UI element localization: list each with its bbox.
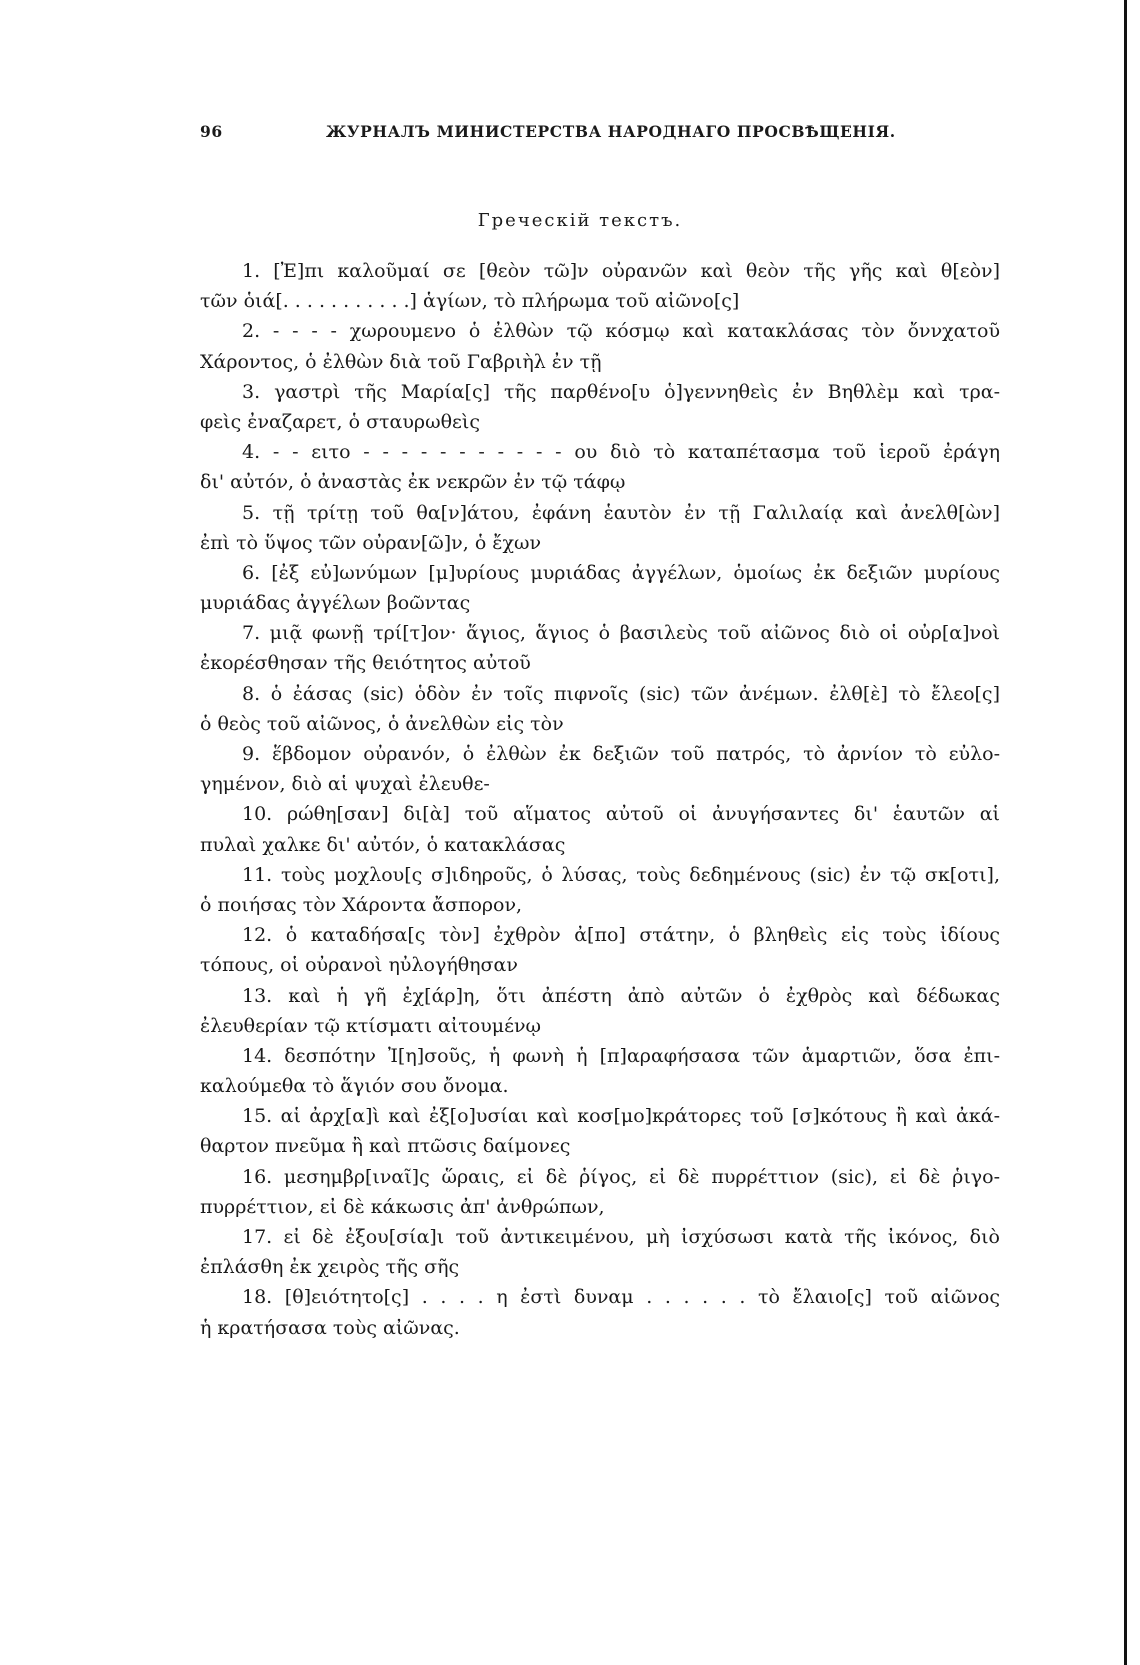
text-line: ἡ κρατήσασα τοὺς αἰῶνας. [200,1316,460,1339]
text-line: μυριάδας ἀγγέλων βοῶντας [200,592,471,615]
text-line: 11. τοὺς μοχλου[ς σ]ιδηροῦς, ὁ λύσας, τοὺς δεδημένους (sic) ἐν τῷ σκ[οτι], [242,863,1000,886]
text-line: φεὶς ἐναζαρετ, ὁ σταυρωθεὶς [200,410,480,433]
running-head [200,122,1000,152]
section-heading: Греческій текстъ. [477,210,683,231]
journal-title: ЖУРНАЛЪ МИНИСТЕРСТВА НАРОДНАГО ПРОСВѢЩЕНІЯ. [326,122,896,141]
text-line: τόπους, οἱ οὐρανοὶ ηὐλογήθησαν [200,954,518,977]
text-line: πυλαὶ χαλκε δι' αὐτόν, ὁ κατακλάσας [200,833,566,856]
text-line: 2. - - - - χωρουμενο ὁ ἐλθὼν τῷ κόσμῳ καὶ κατακλάσας τὸν ὄννχατοῦ [242,320,1000,343]
text-line: ὁ ποιήσας τὸν Χάροντα ἄσπορον, [200,893,523,916]
text-line: 9. ἕβδομον οὐρανόν, ὁ ἐλθὼν ἐκ δεξιῶν τοῦ πατρός, τὸ ἀρνίον τὸ εὐλο- [242,743,1000,765]
text-line: 5. τῇ τρίτῃ τοῦ θα[ν]άτου, ἐφάνη ἑαυτὸν ἐν τῇ Γαλιλαίᾳ καὶ ἀνελθ[ὼν] [242,501,1000,524]
text-line: 12. ὁ καταδήσα[ς τὸν] ἐχθρὸν ἀ[πο] στάτην, ὁ βληθεὶς εἰς τοὺς ἰδίους [242,924,1000,947]
page-number: 96 [200,122,223,141]
text-line: 1. [Ἐ]πι καλοῦμαί σε [θεὸν τῶ]ν οὐρανῶν καὶ θεὸν τῆς γῆς καὶ θ[εὸν] [242,260,1000,282]
text-line: 15. αἱ ἀρχ[α]ὶ καὶ ἐξ[ο]υσίαι καὶ κοσ[μο]κράτορες τοῦ [σ]κότους ἢ καὶ ἀκά- [242,1105,1000,1128]
text-line: 16. μεσημβρ[ιναῖ]ς ὥραις, εἰ δὲ ῥίγος, εἰ δὲ πυρρέττιον (sic), εἰ δὲ ῥιγο- [242,1165,1000,1188]
text-line: 13. καὶ ἡ γῆ ἐχ[άρ]η, ὅτι ἀπέστη ἀπὸ αὐτῶν ὁ ἐχθρὸς καὶ δέδωκας [242,984,1000,1007]
text-line: 18. [θ]ειότητο[ς] . . . . η ἐστὶ δυναμ . . . . . . τὸ ἔλαιο[ς] τοῦ αἰῶνος [242,1286,1000,1309]
text-line: ἐλευθερίαν τῷ κτίσματι αἰτουμένῳ [200,1014,541,1037]
text-line: 8. ὁ ἐάσας (sic) ὁδὸν ἐν τοῖς πιφνοῖς (sic) τῶν ἀνέμων. ἐλθ[ὲ] τὸ ἔλεο[ς] [242,682,1000,705]
text-line: ὁ θεὸς τοῦ αἰῶνος, ὁ ἀνελθὼν εἰς τὸν [200,712,564,735]
text-line: γημένον, διὸ αἱ ψυχαὶ ἐλευθε- [200,773,490,796]
greek-text-block [200,256,1000,1343]
text-line: θαρτον πνεῦμα ἢ καὶ πτῶσις δαίμονες [200,1135,571,1158]
text-line: 3. γαστρὶ τῆς Μαρία[ς] τῆς παρθένο[υ ὁ]γεννηθεὶς ἐν Βηθλὲμ καὶ τρα- [242,380,1000,403]
scan-edge-line [1124,0,1127,1665]
text-line: 4. - - ειτο - - - - - - - - - - - ου διὸ τὸ καταπέτασμα τοῦ ἱεροῦ ἐράγη [242,441,1000,464]
text-line: Χάροντος, ὁ ἐλθὼν διὰ τοῦ Γαβριὴλ ἐν τῇ [200,350,602,373]
text-line: πυρρέττιον, εἰ δὲ κάκωσις ἀπ' ἀνθρώπων, [200,1195,605,1218]
text-line: καλούμεθα τὸ ἅγιόν σου ὄνομα. [200,1075,509,1098]
text-line: δι' αὐτόν, ὁ ἀναστὰς ἐκ νεκρῶν ἐν τῷ τάφῳ [200,471,626,494]
text-line: ἐπὶ τὸ ὕψος τῶν οὐραν[ῶ]ν, ὁ ἔχων [200,531,542,554]
text-line: 17. εἰ δὲ ἐξου[σία]ι τοῦ ἀντικειμένου, μὴ ἰσχύσωσι κατὰ τῆς ἰκόνος, διὸ [242,1226,1000,1248]
text-line: ἐκορέσθησαν τῆς θειότητος αὐτοῦ [200,652,531,675]
text-line: τῶν ὁιά[. . . . . . . . . . .] ἁγίων, τὸ πλήρωμα τοῦ αἰῶνο[ς] [200,290,740,313]
text-line: 14. δεσπότην Ἰ[η]σοῦς, ἡ φωνὴ ἡ [π]αραφήσασα τῶν ἁμαρτιῶν, ὅσα ἐπι- [242,1044,1000,1067]
text-line: 7. μιᾷ φωνῇ τρί[τ]ον· ἅγιος, ἅγιος ὁ βασιλεὺς τοῦ αἰῶνος διὸ οἱ οὐρ[α]νοὶ [242,622,1000,645]
text-line: 10. ρώθη[σαν] δι[ὰ] τοῦ αἵματος αὐτοῦ οἱ ἀνυγήσαντες δι' ἑαυτῶν αἱ [242,803,1000,826]
text-line: 6. [ἐξ εὐ]ωνύμων [μ]υρίους μυριάδας ἀγγέλων, ὁμοίως ἐκ δεξιῶν μυρίους [242,561,1000,584]
text-line: ἐπλάσθη ἐκ χειρὸς τῆς σῆς [200,1256,460,1279]
